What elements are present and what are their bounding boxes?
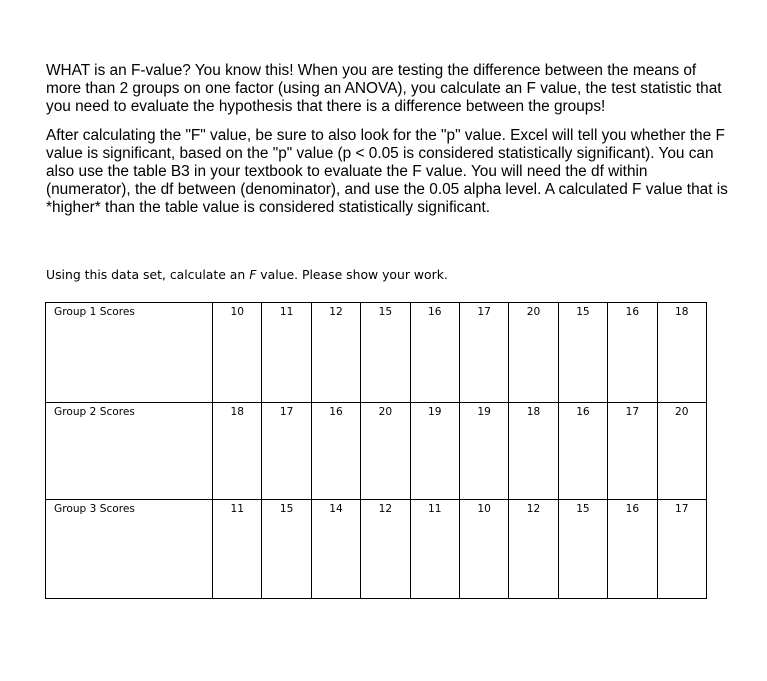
score-cell: 15: [361, 303, 410, 403]
score-cell: 18: [213, 403, 262, 500]
score-cell: 11: [410, 500, 459, 599]
row-label: Group 1 Scores: [46, 303, 213, 403]
score-cell: 20: [509, 303, 558, 403]
score-cell: 15: [558, 500, 607, 599]
score-cell: 11: [213, 500, 262, 599]
score-cell: 12: [361, 500, 410, 599]
score-cell: 19: [410, 403, 459, 500]
intro-paragraph-p-value: After calculating the "F" value, be sure to also look for the "p" value. Excel will tell you whether the F value is significant, based on the "p" value (p < 0.05 is considered statistically significant). You can also use the table B3 in your textbook to evaluate the F value. You will need the df within (numerator), the df between (denominator), and use the 0.05 alpha level. A calculated F value that is *higher* than the table value is considered statistically significant.: [46, 127, 728, 216]
score-cell: 17: [608, 403, 657, 500]
score-cell: 10: [459, 500, 508, 599]
instruction-text-end: value. Please show your work.: [256, 267, 448, 282]
score-cell: 15: [558, 303, 607, 403]
score-cell: 16: [608, 303, 657, 403]
score-cell: 16: [558, 403, 607, 500]
scores-table: [45, 302, 707, 599]
instruction-text-start: Using this data set, calculate an: [46, 267, 250, 282]
score-cell: 20: [361, 403, 410, 500]
score-cell: 14: [311, 500, 360, 599]
table-row-group-3: [46, 500, 707, 599]
score-cell: 20: [657, 403, 706, 500]
score-cell: 17: [459, 303, 508, 403]
score-cell: 16: [410, 303, 459, 403]
score-cell: 18: [657, 303, 706, 403]
score-cell: 12: [509, 500, 558, 599]
score-cell: 15: [262, 500, 311, 599]
table-row-group-1: [46, 303, 707, 403]
score-cell: 18: [509, 403, 558, 500]
score-cell: 19: [459, 403, 508, 500]
intro-paragraph-f-value: WHAT is an F-value? You know this! When you are testing the difference between the means of more than 2 groups on one factor (using an ANOVA), you calculate an F value, the test statistic that you need to evaluate the hypothesis that there is a difference between the groups!: [46, 62, 722, 115]
score-cell: 16: [608, 500, 657, 599]
score-cell: 17: [657, 500, 706, 599]
score-cell: 12: [311, 303, 360, 403]
row-label: Group 2 Scores: [46, 403, 213, 500]
score-cell: 10: [213, 303, 262, 403]
table-row-group-2: [46, 403, 707, 500]
score-cell: 11: [262, 303, 311, 403]
score-cell: 17: [262, 403, 311, 500]
instruction-f-italic: F: [249, 267, 257, 282]
row-label: Group 3 Scores: [46, 500, 213, 599]
instruction-text: [46, 267, 448, 282]
score-cell: 16: [311, 403, 360, 500]
